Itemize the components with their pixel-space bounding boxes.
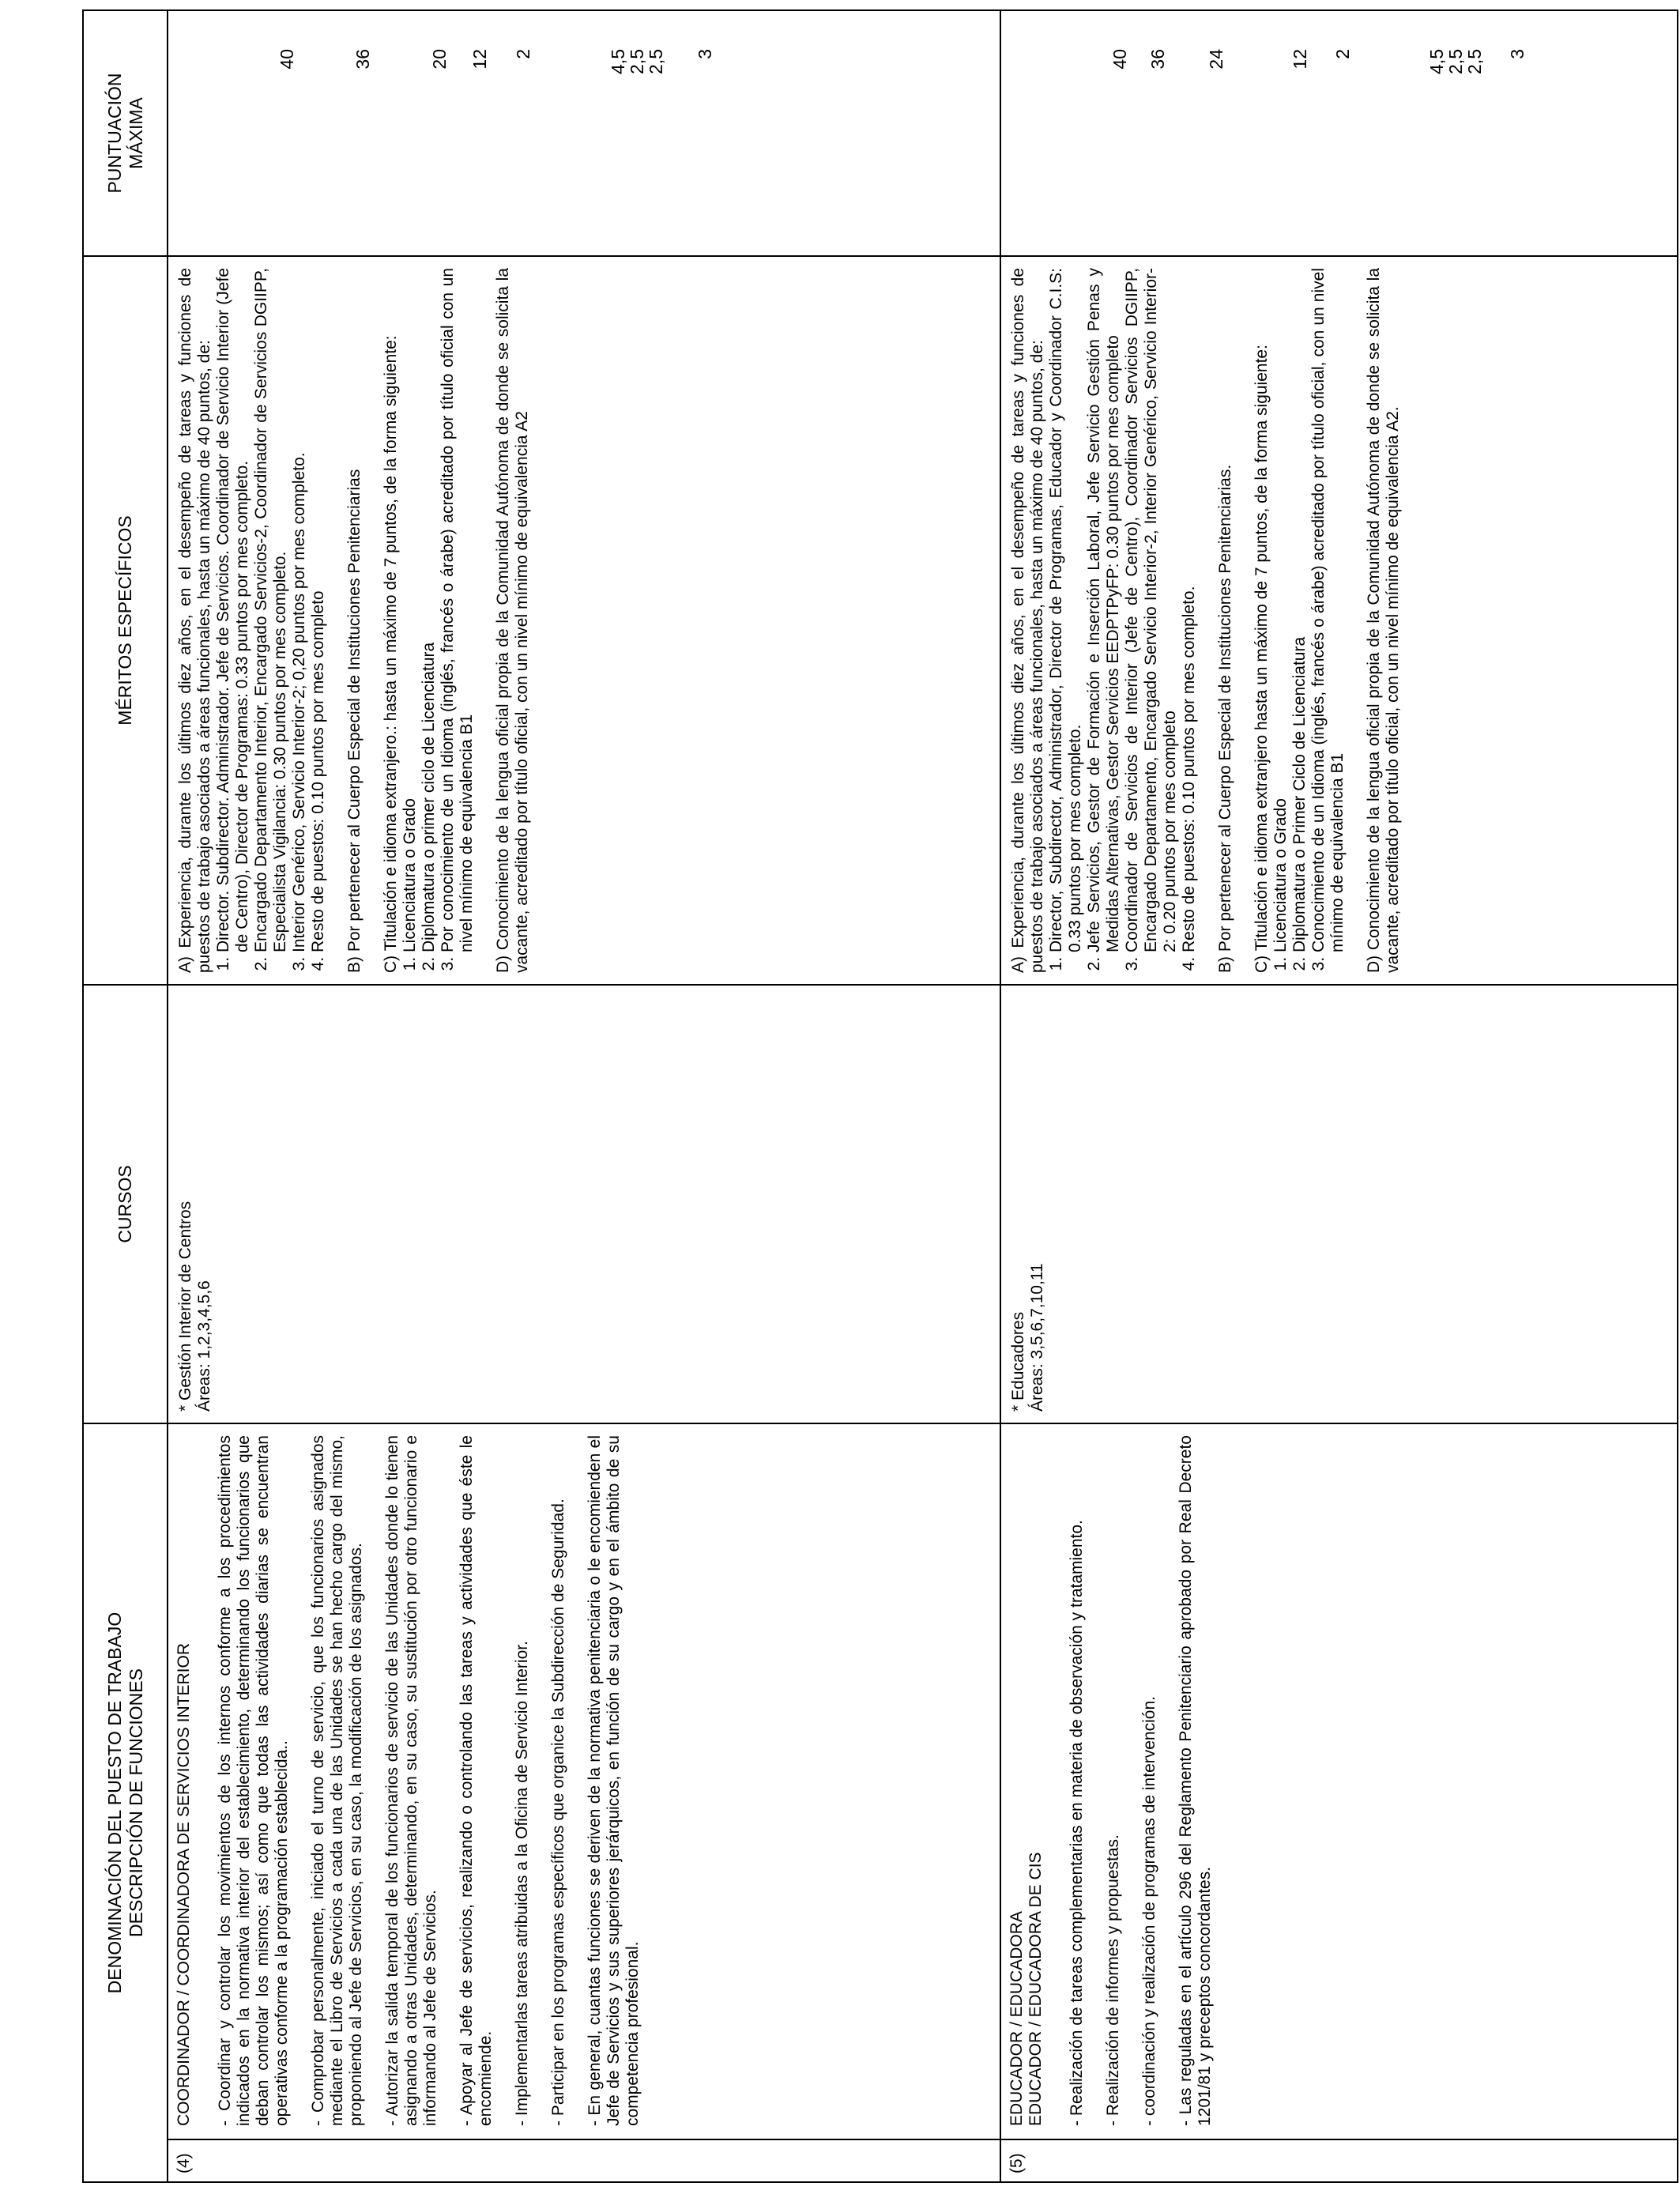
job-title: EDUCADOR / EDUCADORA EDUCADOR / EDUCADORA DE CIS [1008,1852,1045,2126]
function-item: - Coordinar y controlar los movimientos de los internos conforme a los procedimientos indicados en la normativa interior del establecimiento, determinando los funcionarios que deban controlar los mismos; así como que todas las actividades diarias se encuentran operativas conforme a la programación establecida.. [216,1435,291,2126]
puntuacion-value: 12 [469,49,490,70]
header-row [83,10,168,2182]
merito-c [382,268,477,973]
function-item: - Participar en los programas específicos que organice la Subdirección de Seguridad. [549,1498,567,2126]
header-denominacion: DENOMINACIÓN DEL PUESTO DE TRABAJO DESCRIPCIÓN DE FUNCIONES [83,1423,168,2182]
merito-a-item: 1. Director. Subdirector. Administrador. Jefe de Servicios. Coordinador de Servicio Interior (Jefe de Centro), Director de Programas: 0.33 puntos por mes completo. [214,268,252,952]
puntuacion-value: 24 [1206,49,1226,70]
puntuacion-value: 2 [1332,49,1353,59]
function-item: - Realización de informes y propuestas. [1104,1834,1122,2126]
merito-a [176,268,328,973]
merito-b: B) Por pertenecer al Cuerpo Especial de Instituciones Penitenciarias. [1216,464,1234,973]
merito-c-item: 1. Licenciatura o Grado [401,268,420,952]
table-row [1000,10,1678,2182]
puntuacion-value: 2 [513,49,533,59]
function-item: - Realización de tareas complementarias en materia de observación y tratamiento. [1068,1520,1086,2126]
puntuacion-value: 12 [1290,49,1310,70]
merito-c-intro: C) Titulación e idioma extranjero hasta un máximo de 7 puntos, de la forma siguiente: [1252,345,1271,973]
function-item: - Apoyar al Jefe de servicios, realizando o controlando las tareas y actividades que éste le encomiende. [458,1435,495,2126]
cursos-text: * Educadores Áreas: 3,5,6,7,10,11 [1009,1263,1046,1412]
merito-a-item: 3. Interior Genérico, Servicio Interior-2; 0,20 puntos por mes completo. [290,268,309,952]
function-item: - Comprobar personalmente, iniciado el turno de servicio, que los funcionarios asignados mediante el Libro de Servicios a cada una de las Unidades se han hecho cargo del mismo, proponiendo al Jefe de Servicios, en su caso, la modificación de los asignados. [309,1435,365,2126]
puntuacion-value: 3 [695,49,715,59]
puntuacion-value: 2,5 [1464,49,1485,74]
cursos-cell [1000,985,1678,1423]
puntuacion-value: 36 [1147,49,1168,70]
denominacion-cell [1000,1423,1678,2182]
puntuacion-value: 2,5 [1445,49,1466,74]
merito-b: B) Por pertenecer al Cuerpo Especial de Instituciones Penitenciarias [345,469,363,973]
row-number: (4) [168,2139,1000,2181]
job-title: COORDINADOR / COORDINADORA DE SERVICIOS INTERIOR [175,1642,193,2126]
puntuacion-value: 40 [277,49,297,70]
merito-c [1252,268,1347,973]
puntuacion-value: 4,5 [608,49,628,74]
merito-a-item: 4. Resto de puestos: 0.10 puntos por mes completo [309,268,328,952]
denominacion-cell [168,1423,1000,2182]
puntuacion-value: 2,5 [627,49,647,74]
function-item: - coordinación y realización de programas de intervención. [1140,1696,1158,2126]
merito-c-item: 2. Diplomatura o primer ciclo de Licenciatura [420,268,439,952]
merito-a-item: 3. Coordinador de Servicios de Interior (Jefe de Centro), Coordinador Servicios DGIIPP, Encargado Departamento, Encargado Servicio Interior-2, Interior Genérico, Servicio Interior-2: 0.20 puntos por mes completo [1123,268,1180,952]
merito-c-item: 3. Conocimiento de un Idioma (inglés, francés o árabe) acreditado por título oficial, con un nivel mínimo de equivalencia B1 [1309,268,1347,952]
row-number: (5) [1001,2139,1677,2181]
merito-d: D) Conocimiento de la lengua oficial propia de la Comunidad Autónoma de donde se solicita la vacante, acreditado por título oficial, con un nivel mínimo de equivalencia A2 [494,268,531,973]
merito-a-intro: A) Experiencia, durante los últimos diez años, en el desempeño de tareas y funciones de puestos de trabajo asociados a áreas funcionales, hasta un máximo de 40 puntos, de: [1009,268,1046,973]
puntuacion-list [1001,11,1535,255]
merito-a-item: 1. Director, Subdirector, Administrador, Director de Programas, Educador y Coordinador C.I.S: 0.33 puntos por mes completo. [1047,268,1085,952]
puntuacion-list [168,11,722,255]
merito-d: D) Conocimiento de la lengua oficial propia de la Comunidad Autónoma de donde se solicita la vacante, acreditado por título oficial, con un nivel mínimo de equivalencia A2. [1365,268,1402,973]
puntuacion-value: 36 [352,49,373,70]
merito-c-item: 2. Diplomatura o Primer Ciclo de Licenciatura [1290,268,1309,952]
header-puntuacion: PUNTUACIÓN MÁXIMA [83,10,168,256]
merito-c-item: 1. Licenciatura o Grado [1271,268,1290,952]
merito-a-intro: A) Experiencia, durante los últimos diez años, en el desempeño de tareas y funciones de puestos de trabajo asociados a áreas funcionales, hasta un máximo de 40 puntos, de: [176,268,213,973]
puntuacion-value: 40 [1109,49,1130,70]
merito-a-item: 2. Encargado Departamento Interior, Encargado Servicios-2, Coordinador de Servicios DGIIPP, Especialista Vigilancia: 0.30 puntos por mes completo. [252,268,290,952]
merito-a-item: 2. Jefe Servicios, Gestor de Formación e Inserción Laboral, Jefe Servicio Gestión Penas y Medidas Alternativas, Gestor Servicios EEDPTPyFP: 0.30 puntos por mes completo [1085,268,1123,952]
function-item: - Las reguladas en el artículo 296 del Reglamento Penitenciario aprobado por Real Decreto 1201/81 y preceptos concordantes. [1177,1435,1214,2126]
function-item: - Implementarlas tareas atribuidas a la Oficina de Servicio Interior. [513,1641,531,2126]
puntuacion-value: 20 [429,49,450,70]
job-table [82,9,1678,2183]
merito-c-item: 3. Por conocimiento de un Idioma (inglés, francés o árabe) acreditado por título oficial con un nivel mínimo de equivalencia B1 [439,268,477,952]
merito-a [1009,268,1199,973]
puntuacion-value: 4,5 [1426,49,1447,74]
function-item: - Autorizar la salida temporal de los funcionarios de servicio de las Unidades donde lo tienen asignando a otras Unidades, determinando, en su caso, su sustitución por otro funcionario e informando al Jefe de Servicios. [383,1435,439,2126]
puntuacion-value: 2,5 [646,49,666,74]
puntuacion-cell [1000,10,1678,256]
puntuacion-value: 3 [1507,49,1527,59]
header-meritos: MÉRITOS ESPECÍFICOS [83,256,168,985]
meritos-cell [1000,256,1678,985]
function-item: - En general, cuantas funciones se deriven de la normativa penitenciaria o le encomienden el Jefe de Servicios y sus superiores jerárquicos, en función de su cargo y en el ámbito de su competencia profesional. [586,1435,642,2126]
merito-c-intro: C) Titulación e idioma extranjero.: hasta un máximo de 7 puntos, de la forma siguiente: [382,335,400,973]
header-cursos: CURSOS [83,985,168,1423]
cursos-text: * Gestión Interior de Centros Áreas: 1,2,3,4,5,6 [176,1201,213,1412]
puntuacion-cell [168,10,1000,256]
meritos-cell [168,256,1000,985]
merito-a-item: 4. Resto de puestos: 0.10 puntos por mes completo. [1180,268,1199,952]
cursos-cell [168,985,1000,1423]
table-row [168,10,1000,2182]
